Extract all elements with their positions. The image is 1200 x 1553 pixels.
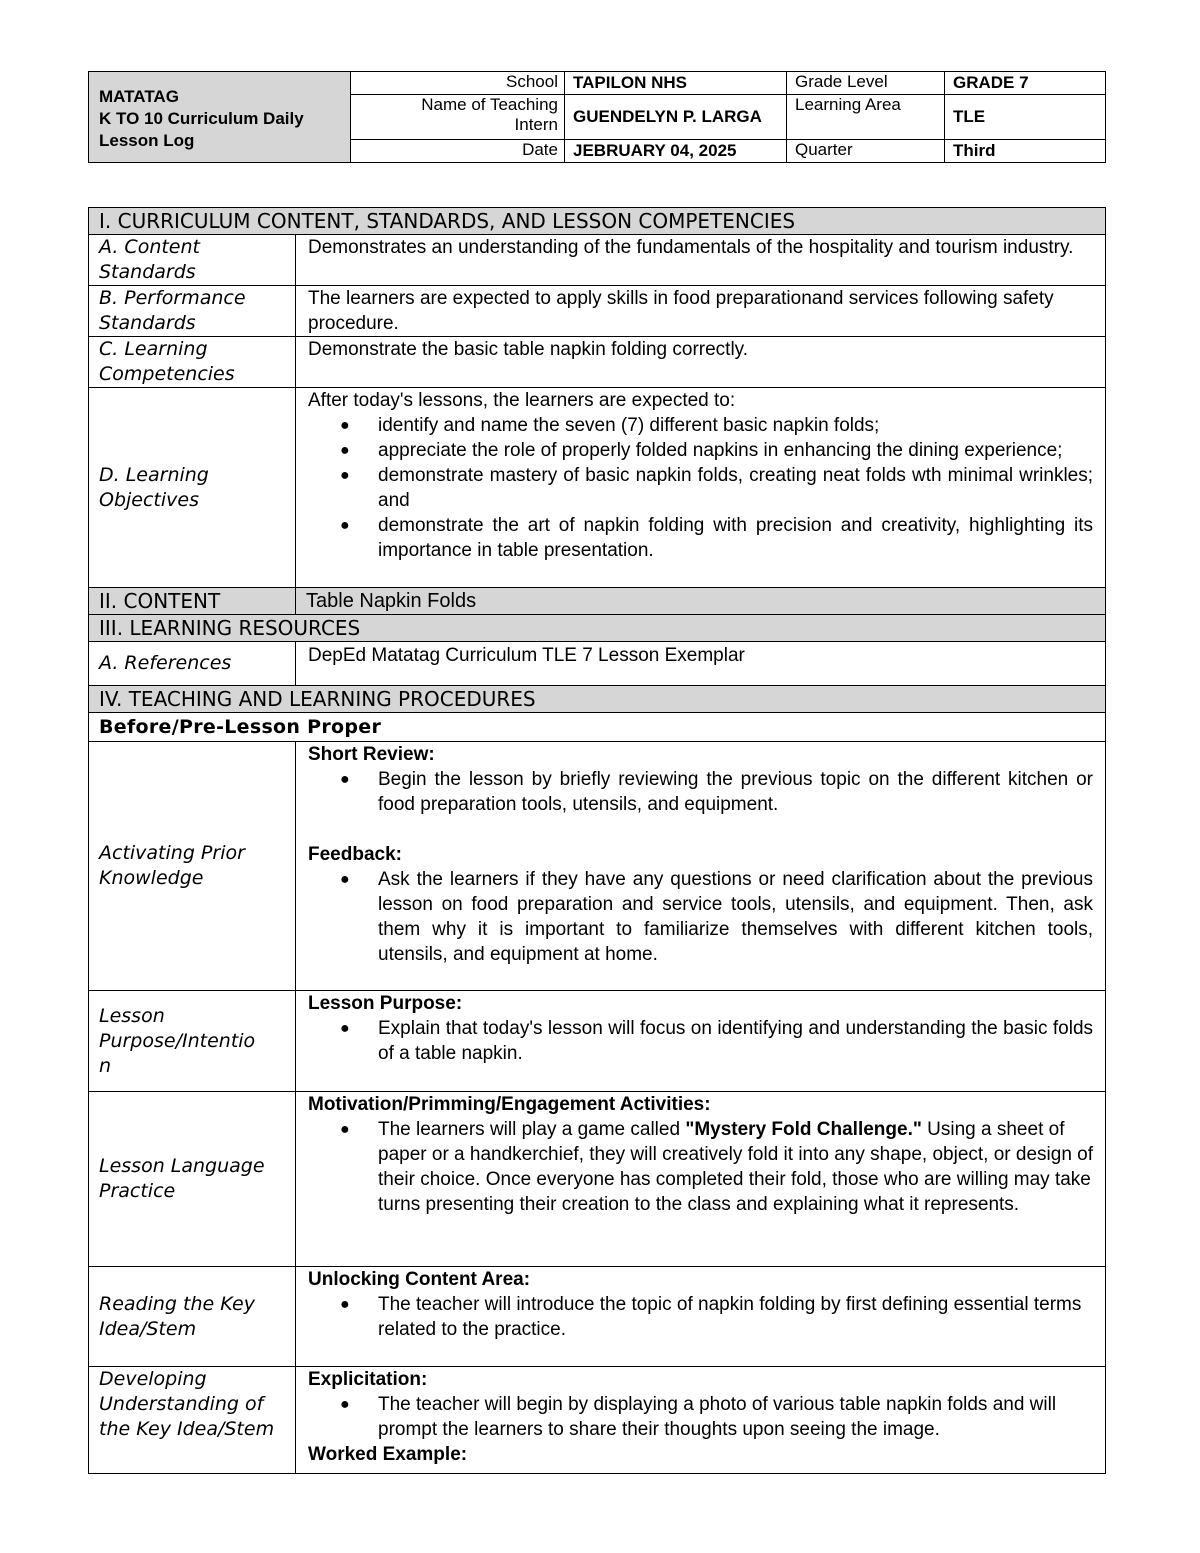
learning-objectives-cell xyxy=(296,388,1106,588)
list-item: ● Explain that today's lesson will focus on identifying and understanding the basic folds of a table napkin. xyxy=(340,1018,1094,1064)
motivation-list xyxy=(308,1117,1093,1217)
pre-lesson-heading: Before/Pre-Lesson Proper xyxy=(89,713,1106,742)
worked-example-title: Worked Example: xyxy=(308,1444,468,1465)
intern-label-line1: Name of Teaching xyxy=(421,95,558,114)
explicitation-title: Explicitation: xyxy=(308,1369,428,1390)
list-item: ● The teacher will introduce the topic of napkin folding by first defining essential terms related to the practice. xyxy=(340,1294,1082,1340)
reading-cell xyxy=(296,1267,1106,1367)
content-text: Table Napkin Folds xyxy=(296,588,1106,615)
learning-competencies-label: C. Learning Competencies xyxy=(89,337,296,388)
log-title-line2: K TO 10 Curriculum Daily xyxy=(99,109,304,128)
school-value: TAPILON NHS xyxy=(565,72,787,95)
grade-label: Grade Level xyxy=(787,72,945,95)
area-label: Learning Area xyxy=(787,95,945,140)
intern-value: GUENDELYN P. LARGA xyxy=(565,95,787,140)
purpose-cell xyxy=(296,991,1106,1092)
list-item: ● Ask the learners if they have any questions or need clarification about the previous lesson on food preparation and service tools, utensils, and equipment. Then, ask them why it is important to familiarize themselves with different kitchen tools, utensils, and equipment at home. xyxy=(340,869,1094,965)
header-table xyxy=(88,71,1106,163)
date-label: Date xyxy=(351,140,565,163)
log-title-line3: Lesson Log xyxy=(99,131,195,150)
bullet-icon: ● xyxy=(340,517,350,534)
content-standards-text: Demonstrates an understanding of the fundamentals of the hospitality and tourism industry. xyxy=(296,235,1106,286)
language-cell xyxy=(296,1092,1106,1267)
grade-value: GRADE 7 xyxy=(945,72,1106,95)
unlocking-title: Unlocking Content Area: xyxy=(308,1269,531,1290)
list-item: ● Begin the lesson by briefly reviewing the previous topic on the different kitchen or food preparation tools, utensils, and equipment. xyxy=(340,769,1094,815)
intern-label xyxy=(351,95,565,140)
section1-heading: I. CURRICULUM CONTENT, STANDARDS, AND LESSON COMPETENCIES xyxy=(89,208,1106,235)
quarter-label: Quarter xyxy=(787,140,945,163)
list-item: ● The learners will play a game called "Mystery Fold Challenge." Using a sheet of paper or a handkerchief, they will creatively fold it into any shape, object, or design of their choice. Once everyone has completed their fold, those who are willing may take turns presenting their creation to the class and explaining what it represents. xyxy=(340,1119,1094,1215)
objectives-intro: After today's lessons, the learners are expected to: xyxy=(308,390,736,411)
performance-standards-text: The learners are expected to apply skills in food preparationand services following safety procedure. xyxy=(296,286,1106,337)
purpose-label: Lesson Purpose/Intentio n xyxy=(89,991,296,1092)
list-item: ● The teacher will begin by displaying a photo of various table napkin folds and will prompt the learners to share their thoughts upon seeing the image. xyxy=(340,1394,1057,1440)
objectives-list xyxy=(308,413,1093,563)
bullet-icon: ● xyxy=(340,442,350,459)
explicitation-list xyxy=(308,1392,1093,1442)
motivation-title: Motivation/Primming/Engagement Activities: xyxy=(308,1094,711,1115)
purpose-list xyxy=(308,1016,1093,1066)
purpose-title: Lesson Purpose: xyxy=(308,993,463,1014)
school-label: School xyxy=(351,72,565,95)
log-title xyxy=(89,72,351,163)
feedback-title: Feedback: xyxy=(308,844,402,865)
performance-standards-label: B. Performance Standards xyxy=(89,286,296,337)
bullet-icon: ● xyxy=(340,417,350,434)
list-item: ● demonstrate the art of napkin folding with precision and creativity, highlighting its importance in table presentation. xyxy=(340,515,1094,561)
short-review-title: Short Review: xyxy=(308,744,435,765)
section2-heading: II. CONTENT xyxy=(89,588,296,615)
learning-objectives-label: D. Learning Objectives xyxy=(89,388,296,588)
learning-competencies-text: Demonstrate the basic table napkin folding correctly. xyxy=(296,337,1106,388)
quarter-value: Third xyxy=(945,140,1106,163)
references-text: DepEd Matatag Curriculum TLE 7 Lesson Exemplar xyxy=(296,642,1106,686)
developing-label: Developing Understanding of the Key Idea/Stem xyxy=(89,1367,296,1474)
section4-heading: IV. TEACHING AND LEARNING PROCEDURES xyxy=(89,686,1106,713)
game-name: "Mystery Fold Challenge." xyxy=(685,1119,922,1140)
date-value: JEBRUARY 04, 2025 xyxy=(565,140,787,163)
section3-heading: III. LEARNING RESOURCES xyxy=(89,615,1106,642)
activating-cell xyxy=(296,742,1106,991)
developing-cell xyxy=(296,1367,1106,1474)
references-label: A. References xyxy=(89,642,296,686)
list-item: ● identify and name the seven (7) different basic napkin folds; xyxy=(340,415,880,436)
bullet-icon: ● xyxy=(340,1296,350,1313)
bullet-icon: ● xyxy=(340,1396,350,1413)
unlocking-list xyxy=(308,1292,1093,1342)
lesson-table xyxy=(88,207,1106,1474)
list-item: ● appreciate the role of properly folded napkins in enhancing the dining experience; xyxy=(340,440,1063,461)
intern-label-line2: Intern xyxy=(514,115,558,134)
feedback-list xyxy=(308,867,1093,967)
content-standards-label: A. Content Standards xyxy=(89,235,296,286)
activating-label: Activating Prior Knowledge xyxy=(89,742,296,991)
bullet-icon: ● xyxy=(340,871,350,888)
area-value: TLE xyxy=(945,95,1106,140)
bullet-icon: ● xyxy=(340,1121,350,1138)
bullet-icon: ● xyxy=(340,1020,350,1037)
language-label: Lesson Language Practice xyxy=(89,1092,296,1267)
list-item: ● demonstrate mastery of basic napkin folds, creating neat folds wth minimal wrinkles; and xyxy=(340,465,1094,511)
reading-label: Reading the Key Idea/Stem xyxy=(89,1267,296,1367)
short-review-list xyxy=(308,767,1093,817)
bullet-icon: ● xyxy=(340,467,350,484)
bullet-icon: ● xyxy=(340,771,350,788)
log-title-line1: MATATAG xyxy=(99,87,179,106)
